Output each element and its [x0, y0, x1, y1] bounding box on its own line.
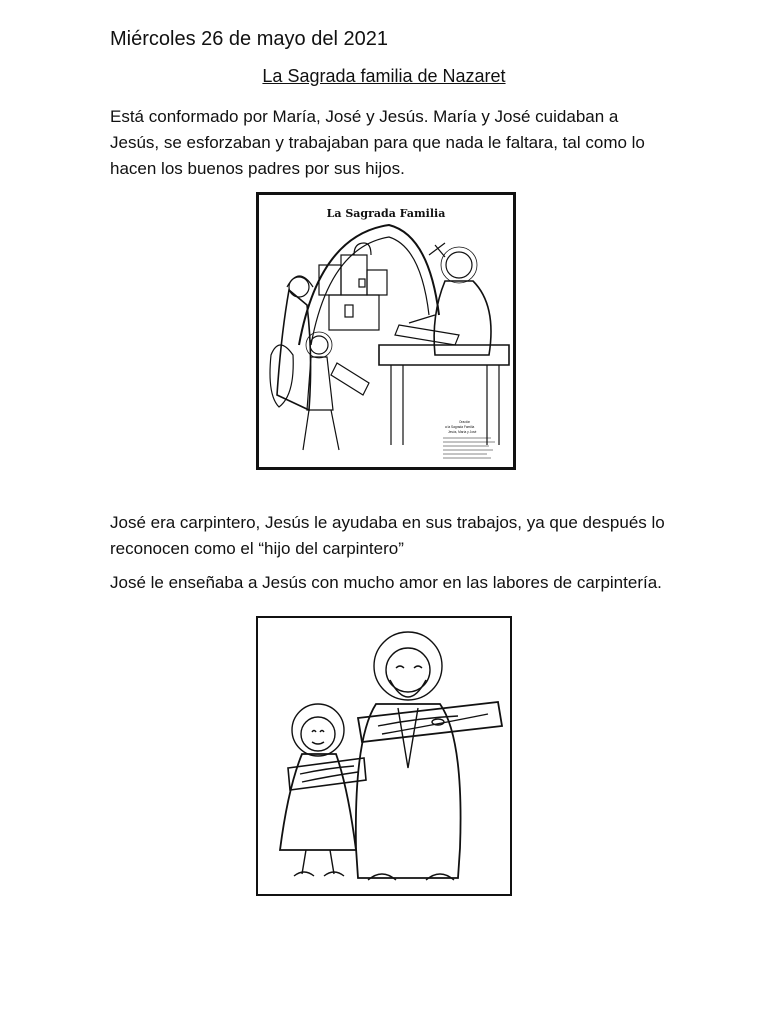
paragraph-teaching: José le enseñaba a Jesús con mucho amor en las labores de carpintería. [110, 573, 662, 592]
paragraph-intro: Está conformado por María, José y Jesús. María y José cuidaban a Jesús, se esforzaban y trabajaban para que nada le faltara, tal como lo hacen los buenos padres por sus hijos. [110, 107, 645, 178]
prayer-subtitle: a la Sagrada Familia [445, 425, 475, 429]
joseph-jesus-coloring-image [256, 616, 512, 896]
prayer-title: Oración [459, 420, 471, 424]
paragraph-carpenter: José era carpintero, Jesús le ayudaba en sus trabajos, ya que después lo reconocen como el “hijo del carpintero” [110, 513, 665, 558]
prayer-names: Jesús, María y José [448, 430, 477, 434]
joseph-jesus-drawing [258, 618, 510, 894]
document-date: Miércoles 26 de mayo del 2021 [110, 28, 388, 50]
document-title: La Sagrada familia de Nazaret [262, 66, 506, 86]
holy-family-drawing [259, 195, 513, 467]
holy-family-coloring-image [256, 192, 516, 470]
image-caption: La Sagrada Familia [326, 207, 446, 220]
